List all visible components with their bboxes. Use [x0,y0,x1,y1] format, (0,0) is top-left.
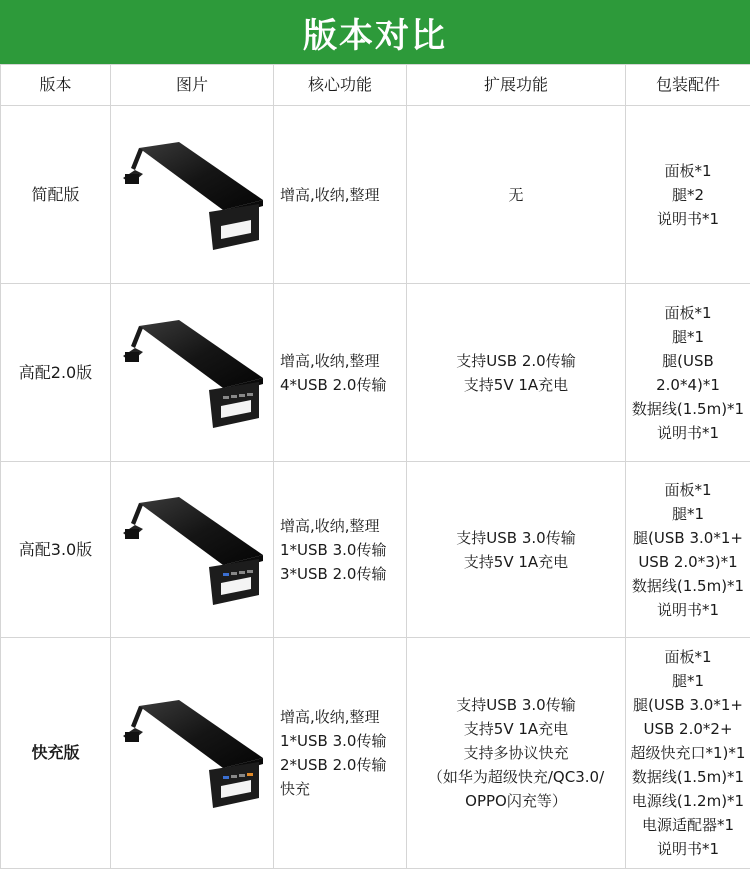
extended-features: 支持USB 3.0传输 支持5V 1A充电 [407,462,626,638]
extended-features: 支持USB 2.0传输 支持5V 1A充电 [407,284,626,462]
product-image [111,462,274,638]
core-features: 增高,收纳,整理 1*USB 3.0传输 2*USB 2.0传输 快充 [274,638,407,869]
table-row [1,284,750,462]
header-image: 图片 [111,65,274,106]
accessories: 面板*1 腿*1 腿(USB 3.0*1+ USB 2.0*2+ 超级快充口*1)*1 数据线(1.5m)*1 电源线(1.2m)*1 电源适配器*1 说明书*1 [626,638,750,869]
table-row [1,638,750,869]
table-header-row [1,65,750,106]
monitor-stand-usb-icon [117,688,267,818]
monitor-stand-usb-icon [117,308,267,438]
version-name: 高配2.0版 [1,284,111,462]
page-title: 版本对比 [0,0,750,64]
version-name: 快充版 [1,638,111,869]
version-name: 高配3.0版 [1,462,111,638]
core-features: 增高,收纳,整理 4*USB 2.0传输 [274,284,407,462]
product-image [111,284,274,462]
monitor-stand-basic-icon [117,130,267,260]
header-extended-features: 扩展功能 [407,65,626,106]
accessories: 面板*1 腿*1 腿(USB 2.0*4)*1 数据线(1.5m)*1 说明书*1 [626,284,750,462]
product-image [111,106,274,284]
accessories: 面板*1 腿*2 说明书*1 [626,106,750,284]
table-row [1,106,750,284]
table-row [1,462,750,638]
extended-features: 支持USB 3.0传输 支持5V 1A充电 支持多协议快充 （如华为超级快充/QC3.0/ OPPO闪充等） [407,638,626,869]
version-comparison-table [0,64,750,869]
core-features: 增高,收纳,整理 1*USB 3.0传输 3*USB 2.0传输 [274,462,407,638]
accessories: 面板*1 腿*1 腿(USB 3.0*1+ USB 2.0*3)*1 数据线(1.5m)*1 说明书*1 [626,462,750,638]
header-version: 版本 [1,65,111,106]
monitor-stand-usb-icon [117,485,267,615]
header-accessories: 包装配件 [626,65,750,106]
product-image [111,638,274,869]
extended-features: 无 [407,106,626,284]
version-name: 简配版 [1,106,111,284]
header-core-features: 核心功能 [274,65,407,106]
core-features: 增高,收纳,整理 [274,106,407,284]
